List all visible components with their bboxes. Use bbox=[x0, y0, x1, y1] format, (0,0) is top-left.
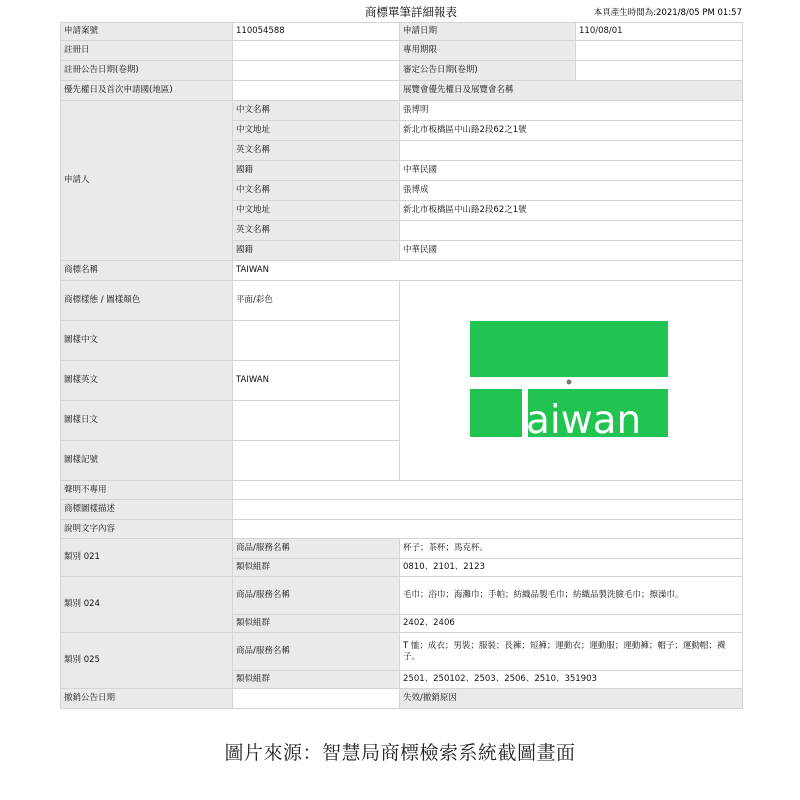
reason-label: 失效/撤銷原因 bbox=[400, 689, 743, 709]
app-date-value: 110/08/01 bbox=[576, 23, 743, 41]
image-source-caption: 圖片來源：智慧局商標檢索系統截圖畫面 bbox=[224, 742, 576, 764]
a2-en-name-label: 英文名稱 bbox=[233, 221, 400, 241]
tm-name-label: 商標名稱 bbox=[61, 261, 233, 281]
trademark-image-cell bbox=[400, 281, 743, 481]
logo-top-bar bbox=[470, 321, 668, 377]
trademark-logo bbox=[470, 321, 668, 441]
tm-name: TAIWAN bbox=[233, 261, 743, 281]
c024-label: 類別 024 bbox=[61, 577, 233, 633]
tm-form-label: 商標樣態 / 圖樣顏色 bbox=[61, 281, 233, 321]
a1-cn-name-label: 中文名稱 bbox=[233, 101, 400, 121]
taiwan-logo-image bbox=[470, 321, 668, 437]
revoke-value bbox=[233, 689, 400, 709]
c021-group-label: 類似組群 bbox=[233, 559, 400, 577]
c025-goods: T 恤；成衣；男裝；服裝；長褲；短褲；運動衣；運動服；運動褲；帽子；運動帽；襪子。 bbox=[400, 633, 743, 671]
disclaim-label: 聲明不專用 bbox=[61, 481, 233, 500]
a2-cn-name: 張博成 bbox=[400, 181, 743, 201]
desc-value bbox=[233, 500, 743, 520]
row-application bbox=[61, 23, 743, 41]
app-date-label: 申請日期 bbox=[400, 23, 576, 41]
a1-nation-label: 國籍 bbox=[233, 161, 400, 181]
row-applicant1-name bbox=[61, 101, 743, 121]
reg-date-label: 註冊日 bbox=[61, 41, 233, 61]
c024-goods-label: 商品/服務名稱 bbox=[233, 577, 400, 615]
row-c025-goods bbox=[61, 633, 743, 671]
a2-cn-addr: 新北市板橋區中山路2段62之1號 bbox=[400, 201, 743, 221]
tm-sym-label: 圖樣記號 bbox=[61, 441, 233, 481]
row-disclaim bbox=[61, 481, 743, 500]
row-desc bbox=[61, 500, 743, 520]
row-priority bbox=[61, 81, 743, 101]
desc-label: 商標圖樣描述 bbox=[61, 500, 233, 520]
c025-groups: 2501、250102、2503、2506、2510、351903 bbox=[400, 671, 743, 689]
term-label: 專用期限 bbox=[400, 41, 576, 61]
priority-value bbox=[233, 81, 400, 101]
tm-cn-label: 圖樣中文 bbox=[61, 321, 233, 361]
a1-cn-addr: 新北市板橋區中山路2段62之1號 bbox=[400, 121, 743, 141]
a1-nation: 中華民國 bbox=[400, 161, 743, 181]
exam-pub-value bbox=[576, 61, 743, 81]
trademark-report-table bbox=[60, 22, 743, 709]
tm-jp bbox=[233, 401, 400, 441]
c025-label: 類別 025 bbox=[61, 633, 233, 689]
a1-cn-addr-label: 中文地址 bbox=[233, 121, 400, 141]
a1-en-name-label: 英文名稱 bbox=[233, 141, 400, 161]
row-tm-form bbox=[61, 281, 743, 321]
c025-goods-label: 商品/服務名稱 bbox=[233, 633, 400, 671]
row-c024-goods bbox=[61, 577, 743, 615]
applicant-label: 申請人 bbox=[61, 101, 233, 261]
app-no-label: 申請案號 bbox=[61, 23, 233, 41]
exam-pub-label: 審定公告日期(卷期) bbox=[400, 61, 576, 81]
logo-text: aiwan bbox=[526, 398, 642, 437]
report-title: 商標單筆詳細報表 bbox=[365, 5, 457, 19]
disclaim-value bbox=[233, 481, 743, 500]
c021-goods: 杯子；茶杯；馬克杯。 bbox=[400, 539, 743, 559]
logo-dot bbox=[567, 380, 572, 385]
a2-en-name bbox=[400, 221, 743, 241]
tm-sym bbox=[233, 441, 400, 481]
generated-time: 本頁產生時間為:2021/8/05 PM 01:57 bbox=[593, 8, 742, 18]
note-value bbox=[233, 520, 743, 539]
term-value bbox=[576, 41, 743, 61]
c024-group-label: 類似組群 bbox=[233, 615, 400, 633]
revoke-label: 撤銷公告日期 bbox=[61, 689, 233, 709]
a1-en-name bbox=[400, 141, 743, 161]
c021-label: 類別 021 bbox=[61, 539, 233, 577]
row-publication bbox=[61, 61, 743, 81]
tm-en-label: 圖樣英文 bbox=[61, 361, 233, 401]
logo-left-block bbox=[470, 389, 522, 437]
c025-group-label: 類似組群 bbox=[233, 671, 400, 689]
tm-jp-label: 圖樣日文 bbox=[61, 401, 233, 441]
c021-goods-label: 商品/服務名稱 bbox=[233, 539, 400, 559]
c024-groups: 2402、2406 bbox=[400, 615, 743, 633]
row-tm-name bbox=[61, 261, 743, 281]
reg-pub-label: 註冊公告日期(卷期) bbox=[61, 61, 233, 81]
a2-nation: 中華民國 bbox=[400, 241, 743, 261]
reg-date-value bbox=[233, 41, 400, 61]
app-no-value: 110054588 bbox=[233, 23, 400, 41]
row-c021-goods bbox=[61, 539, 743, 559]
row-revoke bbox=[61, 689, 743, 709]
a2-cn-name-label: 中文名稱 bbox=[233, 181, 400, 201]
a2-cn-addr-label: 中文地址 bbox=[233, 201, 400, 221]
reg-pub-value bbox=[233, 61, 400, 81]
row-note bbox=[61, 520, 743, 539]
report-header bbox=[60, 3, 742, 21]
a1-cn-name: 張博明 bbox=[400, 101, 743, 121]
expo-label: 展覽會優先權日及展覽會名稱 bbox=[400, 81, 743, 101]
tm-form: 平面/彩色 bbox=[233, 281, 400, 321]
note-label: 說明文字內容 bbox=[61, 520, 233, 539]
priority-label: 優先權日及首次申請國(地區) bbox=[61, 81, 233, 101]
row-registration bbox=[61, 41, 743, 61]
c021-groups: 0810、2101、2123 bbox=[400, 559, 743, 577]
tm-cn bbox=[233, 321, 400, 361]
a2-nation-label: 國籍 bbox=[233, 241, 400, 261]
tm-en: TAIWAN bbox=[233, 361, 400, 401]
c024-goods: 毛巾；浴巾；海灘巾；手帕；紡織品製毛巾；紡織品製洗臉毛巾；擦澡巾。 bbox=[400, 577, 743, 615]
